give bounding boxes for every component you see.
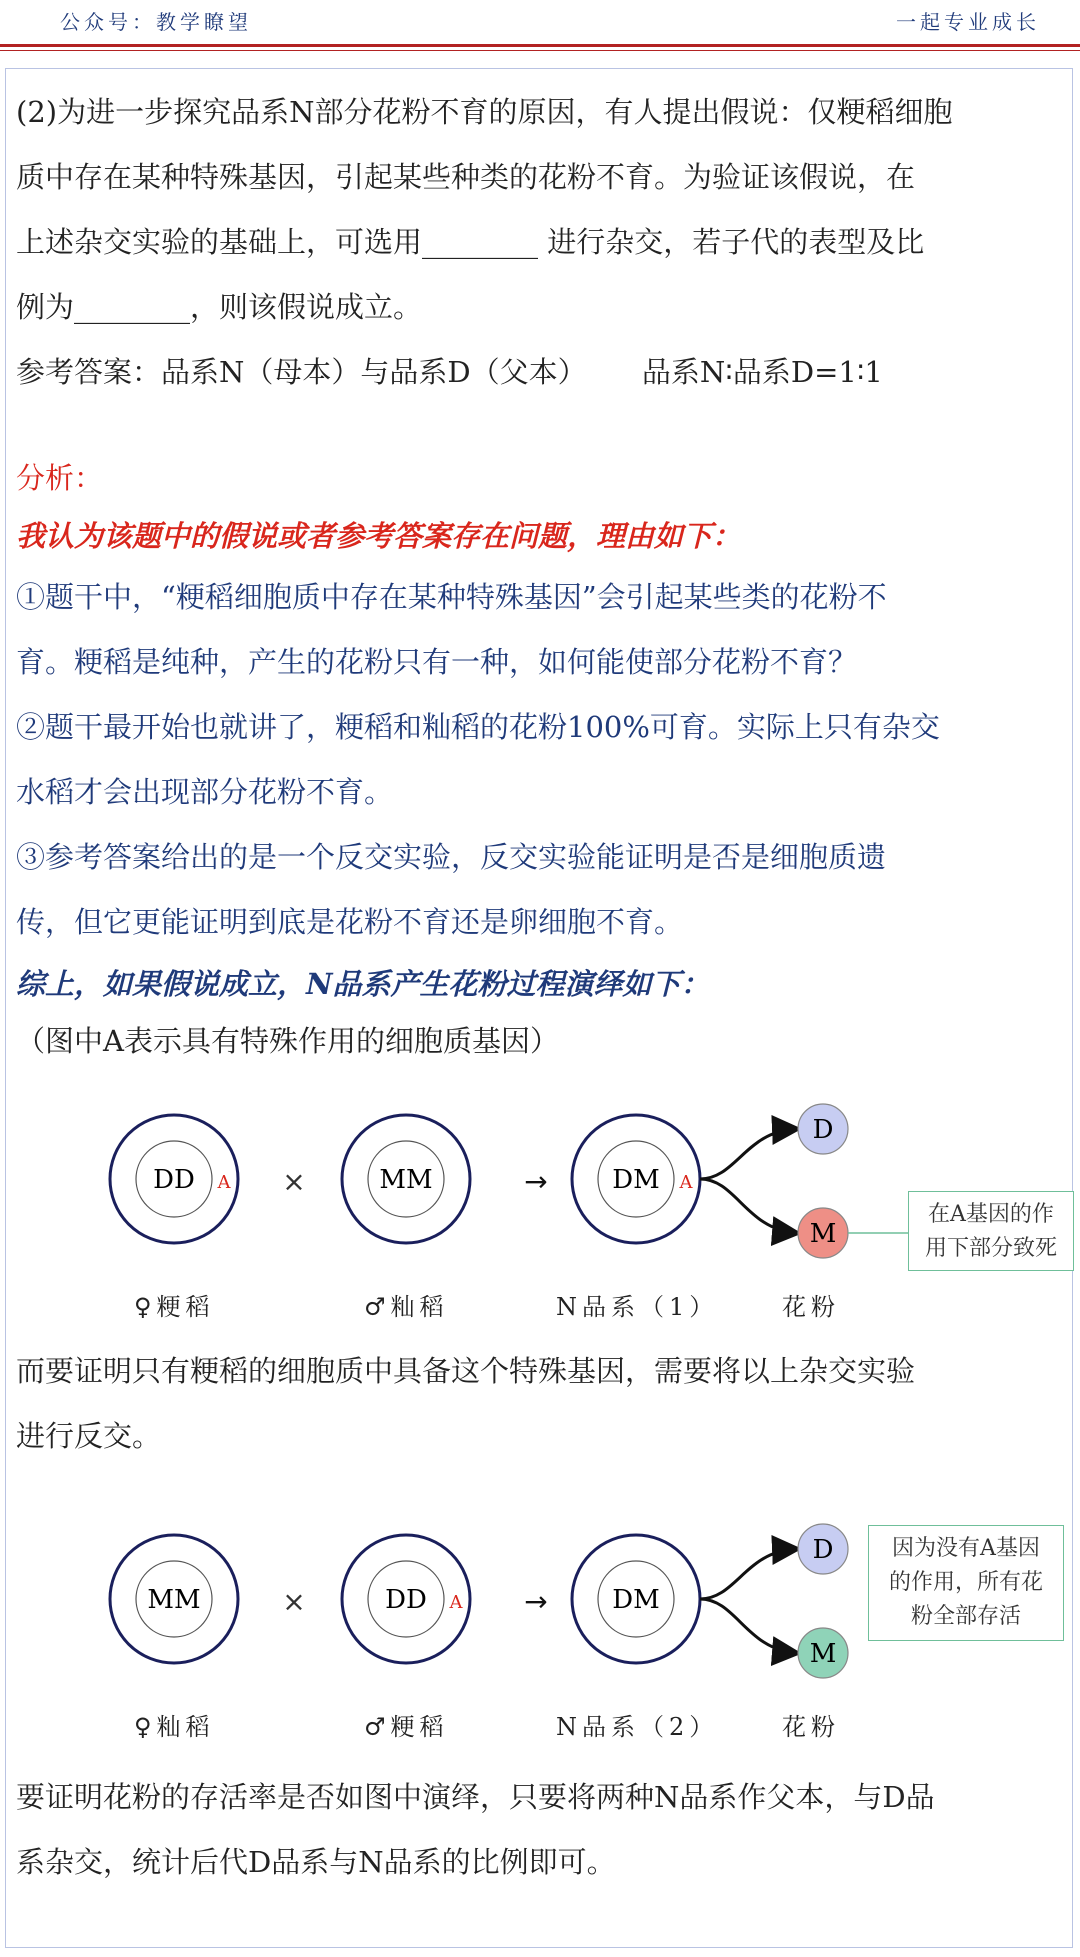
cell-genotype: DD [385,1585,427,1615]
header-slogan: 一起专业成长 [896,10,1040,34]
note-line: 在A基因的作 [928,1202,1054,1227]
gene-a-mark: A [679,1172,693,1193]
result-arrow: → [524,1585,548,1618]
analysis-block [16,449,1066,1069]
pollen-m-2 [798,1628,848,1678]
cell-female-1 [110,1115,238,1243]
note-box-1 [908,1191,1074,1271]
middle-text-line: 进行反交。 [16,1419,162,1453]
cell-genotype: DM [612,1585,660,1615]
analysis-point: ②题干最开始也就讲了，粳稻和籼稻的花粉100%可育。实际上只有杂交 [16,710,940,744]
caption-pollen-2: 花粉 [782,1713,840,1741]
analysis-summary: 综上，如果假说成立，N品系产生花粉过程演绎如下： [16,967,710,1001]
analysis-title: 分析： [16,461,104,495]
page-header [0,0,1080,54]
caption-female-2: ♀籼稻 [134,1713,215,1741]
cell-genotype: MM [147,1585,201,1615]
note-line: 粉全部存活 [910,1604,1021,1629]
cell-female-2 [110,1535,238,1663]
cell-genotype: DM [612,1165,660,1195]
question-block [16,80,1066,405]
note-line: 用下部分致死 [924,1236,1057,1261]
cell-genotype: MM [379,1165,433,1195]
cell-genotype: DD [153,1165,195,1195]
caption-female-1: ♀粳稻 [134,1293,215,1321]
pollen-d-2 [798,1524,848,1574]
cross-symbol: × [282,1165,306,1198]
note-line: 的作用，所有花 [888,1570,1043,1595]
cell-hybrid-1 [572,1115,700,1243]
caption-male-2: ♂粳稻 [364,1713,449,1741]
pollen-label: M [809,1219,837,1249]
question-line: 上述杂交实验的基础上，可选用________ 进行杂交，若子代的表型及比 [16,225,925,259]
branch-arrow-m [700,1179,796,1233]
analysis-point: ①题干中，“粳稻细胞质中存在某种特殊基因”会引起某些类的花粉不 [16,580,887,614]
branch-arrow-d [700,1129,796,1179]
analysis-point: 水稻才会出现部分花粉不育。 [16,775,394,809]
final-text-line: 系杂交，统计后代D品系与N品系的比例即可。 [16,1845,616,1879]
pollen-label: D [812,1535,834,1565]
final-text-line: 要证明花粉的存活率是否如图中演绎，只要将两种N品系作父本，与D品 [16,1780,935,1814]
figure-note: （图中A表示具有特殊作用的细胞质基因） [16,1024,559,1058]
caption-pollen-1: 花粉 [782,1293,840,1321]
cell-male-2 [342,1535,470,1663]
analysis-claim: 我认为该题中的假说或者参考答案存在问题，理由如下： [16,519,742,553]
result-arrow: → [524,1165,548,1198]
branch-arrow-m [700,1599,796,1653]
gene-a-mark: A [217,1172,231,1193]
note-line: 因为没有A基因 [892,1536,1040,1561]
gene-a-mark: A [449,1592,463,1613]
analysis-point: 育。粳稻是纯种，产生的花粉只有一种，如何能使部分花粉不育？ [16,645,858,679]
pollen-label: M [809,1639,837,1669]
pollen-label: D [812,1115,834,1145]
header-rule-thick [0,44,1080,47]
cross-symbol: × [282,1585,306,1618]
cross-diagram-2 [16,1499,1066,1757]
cell-male-1 [342,1115,470,1243]
pollen-d-1 [798,1104,848,1154]
pollen-m-1 [798,1208,848,1258]
reference-answer: 参考答案：品系N（母本）与品系D（父本） 品系N∶品系D=1∶1 [16,355,883,389]
document-content [16,80,1066,1895]
question-line: (2)为进一步探究品系N部分花粉不育的原因，有人提出假说：仅粳稻细胞 [16,95,953,129]
question-line: 质中存在某种特殊基因，引起某些种类的花粉不育。为验证该假说，在 [16,160,916,194]
middle-text-line: 而要证明只有粳稻的细胞质中具备这个特殊基因，需要将以上杂交实验 [16,1354,916,1388]
cross-diagram-1 [16,1079,1066,1337]
note-box-2 [868,1525,1064,1641]
header-rule-thin [0,50,1080,51]
branch-arrow-d [700,1549,796,1599]
analysis-point: 传，但它更能证明到底是花粉不育还是卵细胞不育。 [16,905,684,939]
caption-male-1: ♂籼稻 [364,1293,449,1321]
header-account: 公众号：教学瞭望 [60,10,252,34]
analysis-point: ③参考答案给出的是一个反交实验，反交实验能证明是否是细胞质遗 [16,840,887,874]
caption-hybrid-2: N品系（2） [556,1713,719,1741]
question-line: 例为________，则该假说成立。 [16,290,423,324]
caption-hybrid-1: N品系（1） [556,1293,719,1321]
cell-hybrid-2 [572,1535,700,1663]
